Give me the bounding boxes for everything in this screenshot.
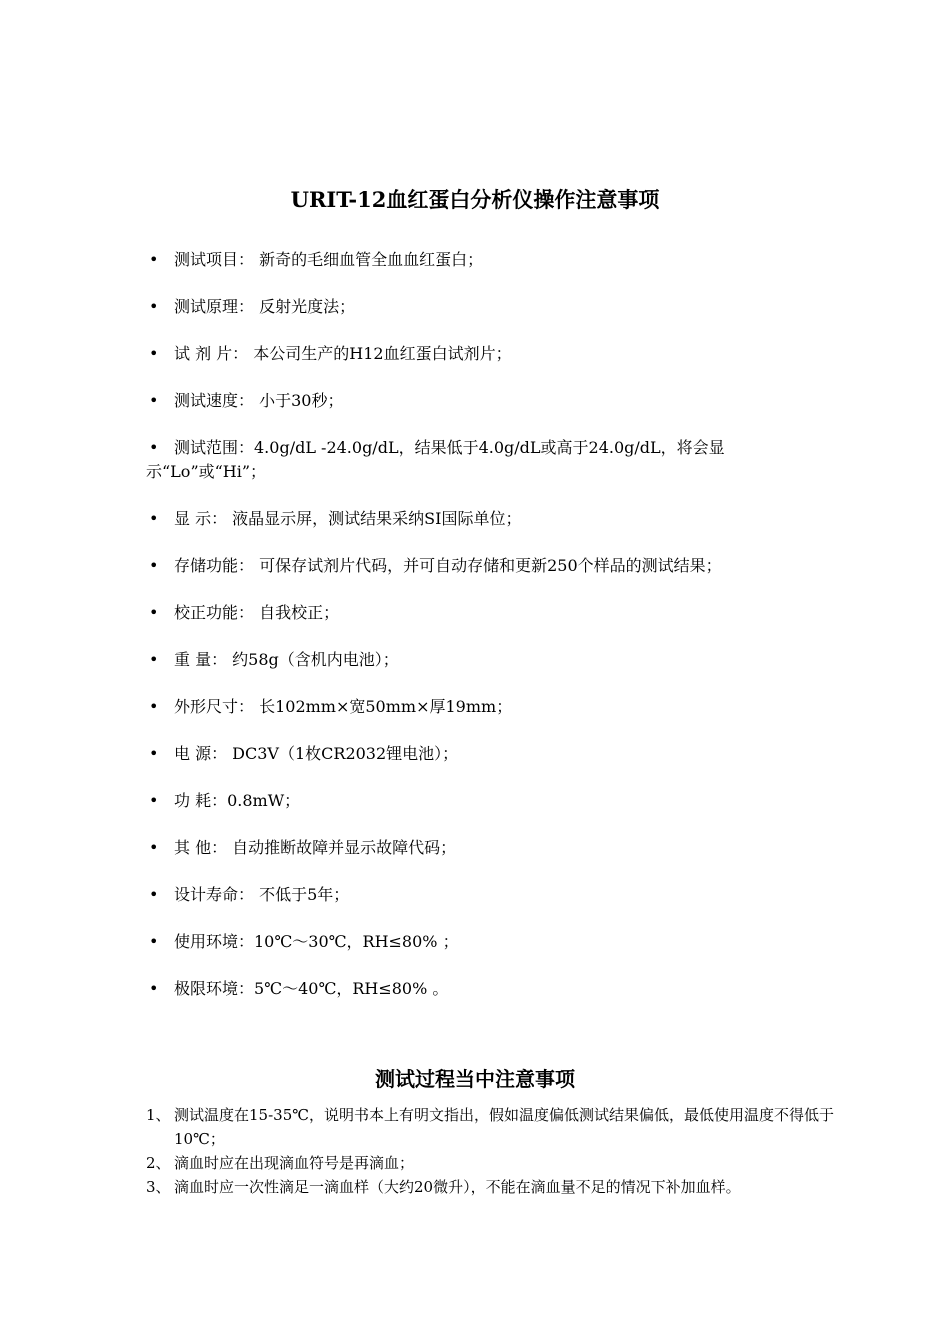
bullet-icon: • <box>149 509 159 528</box>
bullet-icon: • <box>149 556 159 575</box>
bullet-icon: • <box>149 391 159 410</box>
section-subtitle: 测试过程当中注意事项 <box>375 1067 575 1091</box>
spec-item <box>146 695 806 719</box>
spec-text: 外形尺寸： 长102mm×宽50mm×厚19mm； <box>174 697 513 716</box>
bullet-icon: • <box>149 250 159 269</box>
bullet-icon: • <box>149 697 159 716</box>
spec-item <box>146 248 806 272</box>
bullet-icon: • <box>149 744 159 763</box>
spec-item <box>146 977 806 1001</box>
bullet-icon: • <box>149 885 159 904</box>
spec-text: 试 剂 片： 本公司生产的H12血红蛋白试剂片； <box>174 344 512 363</box>
spec-item <box>146 507 806 531</box>
bullet-icon: • <box>149 438 159 457</box>
spec-item <box>146 389 806 413</box>
note-text: 滴血时应在出现滴血符号是再滴血； <box>174 1154 415 1172</box>
spec-text: 存储功能： 可保存试剂片代码，并可自动存储和更新250个样品的测试结果； <box>174 556 722 575</box>
bullet-icon: • <box>149 932 159 951</box>
bullet-icon: • <box>149 838 159 857</box>
spec-text: 功 耗：0.8mW； <box>174 791 301 810</box>
note-number: 3、 <box>146 1178 171 1196</box>
spec-item <box>146 342 806 366</box>
note-item <box>146 1103 836 1151</box>
spec-item <box>146 601 806 625</box>
bullet-icon: • <box>149 344 159 363</box>
spec-item <box>146 789 806 813</box>
spec-item <box>146 295 806 319</box>
spec-text: 测试原理： 反射光度法； <box>174 297 356 316</box>
spec-item <box>146 554 806 578</box>
spec-text: 校正功能： 自我校正； <box>174 603 340 622</box>
note-number: 1、 <box>146 1106 171 1124</box>
spec-text: 电 源： DC3V（1枚CR2032锂电池）； <box>174 744 459 763</box>
bullet-icon: • <box>149 979 159 998</box>
note-item <box>146 1175 836 1199</box>
bullet-icon: • <box>149 603 159 622</box>
spec-item <box>146 742 806 766</box>
spec-text: 显 示： 液晶显示屏，测试结果采纳SI国际单位； <box>174 509 522 528</box>
note-text: 滴血时应一次性滴足一滴血样（大约20微升），不能在滴血量不足的情况下补加血样。 <box>174 1178 741 1196</box>
spec-text: 测试速度： 小于30秒； <box>174 391 344 410</box>
spec-item <box>146 930 806 954</box>
spec-text: 设计寿命： 不低于5年； <box>174 885 350 904</box>
spec-item <box>146 648 806 672</box>
bullet-icon: • <box>149 791 159 810</box>
note-item <box>146 1151 836 1175</box>
document-title: URIT-12血红蛋白分析仪操作注意事项 <box>290 187 660 212</box>
spec-text: 测试项目： 新奇的毛细血管全血血红蛋白； <box>174 250 484 269</box>
bullet-icon: • <box>149 297 159 316</box>
note-number: 2、 <box>146 1154 171 1172</box>
spec-item <box>146 836 806 860</box>
spec-text: 重 量： 约58g（含机内电池）； <box>174 650 399 669</box>
bullet-icon: • <box>149 650 159 669</box>
note-list <box>146 1103 836 1199</box>
spec-text: 其 他： 自动推断故障并显示故障代码； <box>174 838 457 857</box>
note-text: 测试温度在15-35℃，说明书本上有明文指出，假如温度偏低测试结果偏低，最低使用温度不得低于10℃； <box>174 1106 835 1148</box>
spec-item <box>146 436 806 484</box>
spec-text: 测试范围：4.0g/dL -24.0g/dL，结果低于4.0g/dL或高于24.0g/dL，将会显示“Lo”或“Hi”； <box>146 438 725 481</box>
spec-text: 极限环境：5℃～40℃，RH≤80% 。 <box>174 979 449 998</box>
spec-text: 使用环境：10℃～30℃，RH≤80% ； <box>174 932 459 951</box>
spec-item <box>146 883 806 907</box>
spec-list <box>146 248 806 1024</box>
